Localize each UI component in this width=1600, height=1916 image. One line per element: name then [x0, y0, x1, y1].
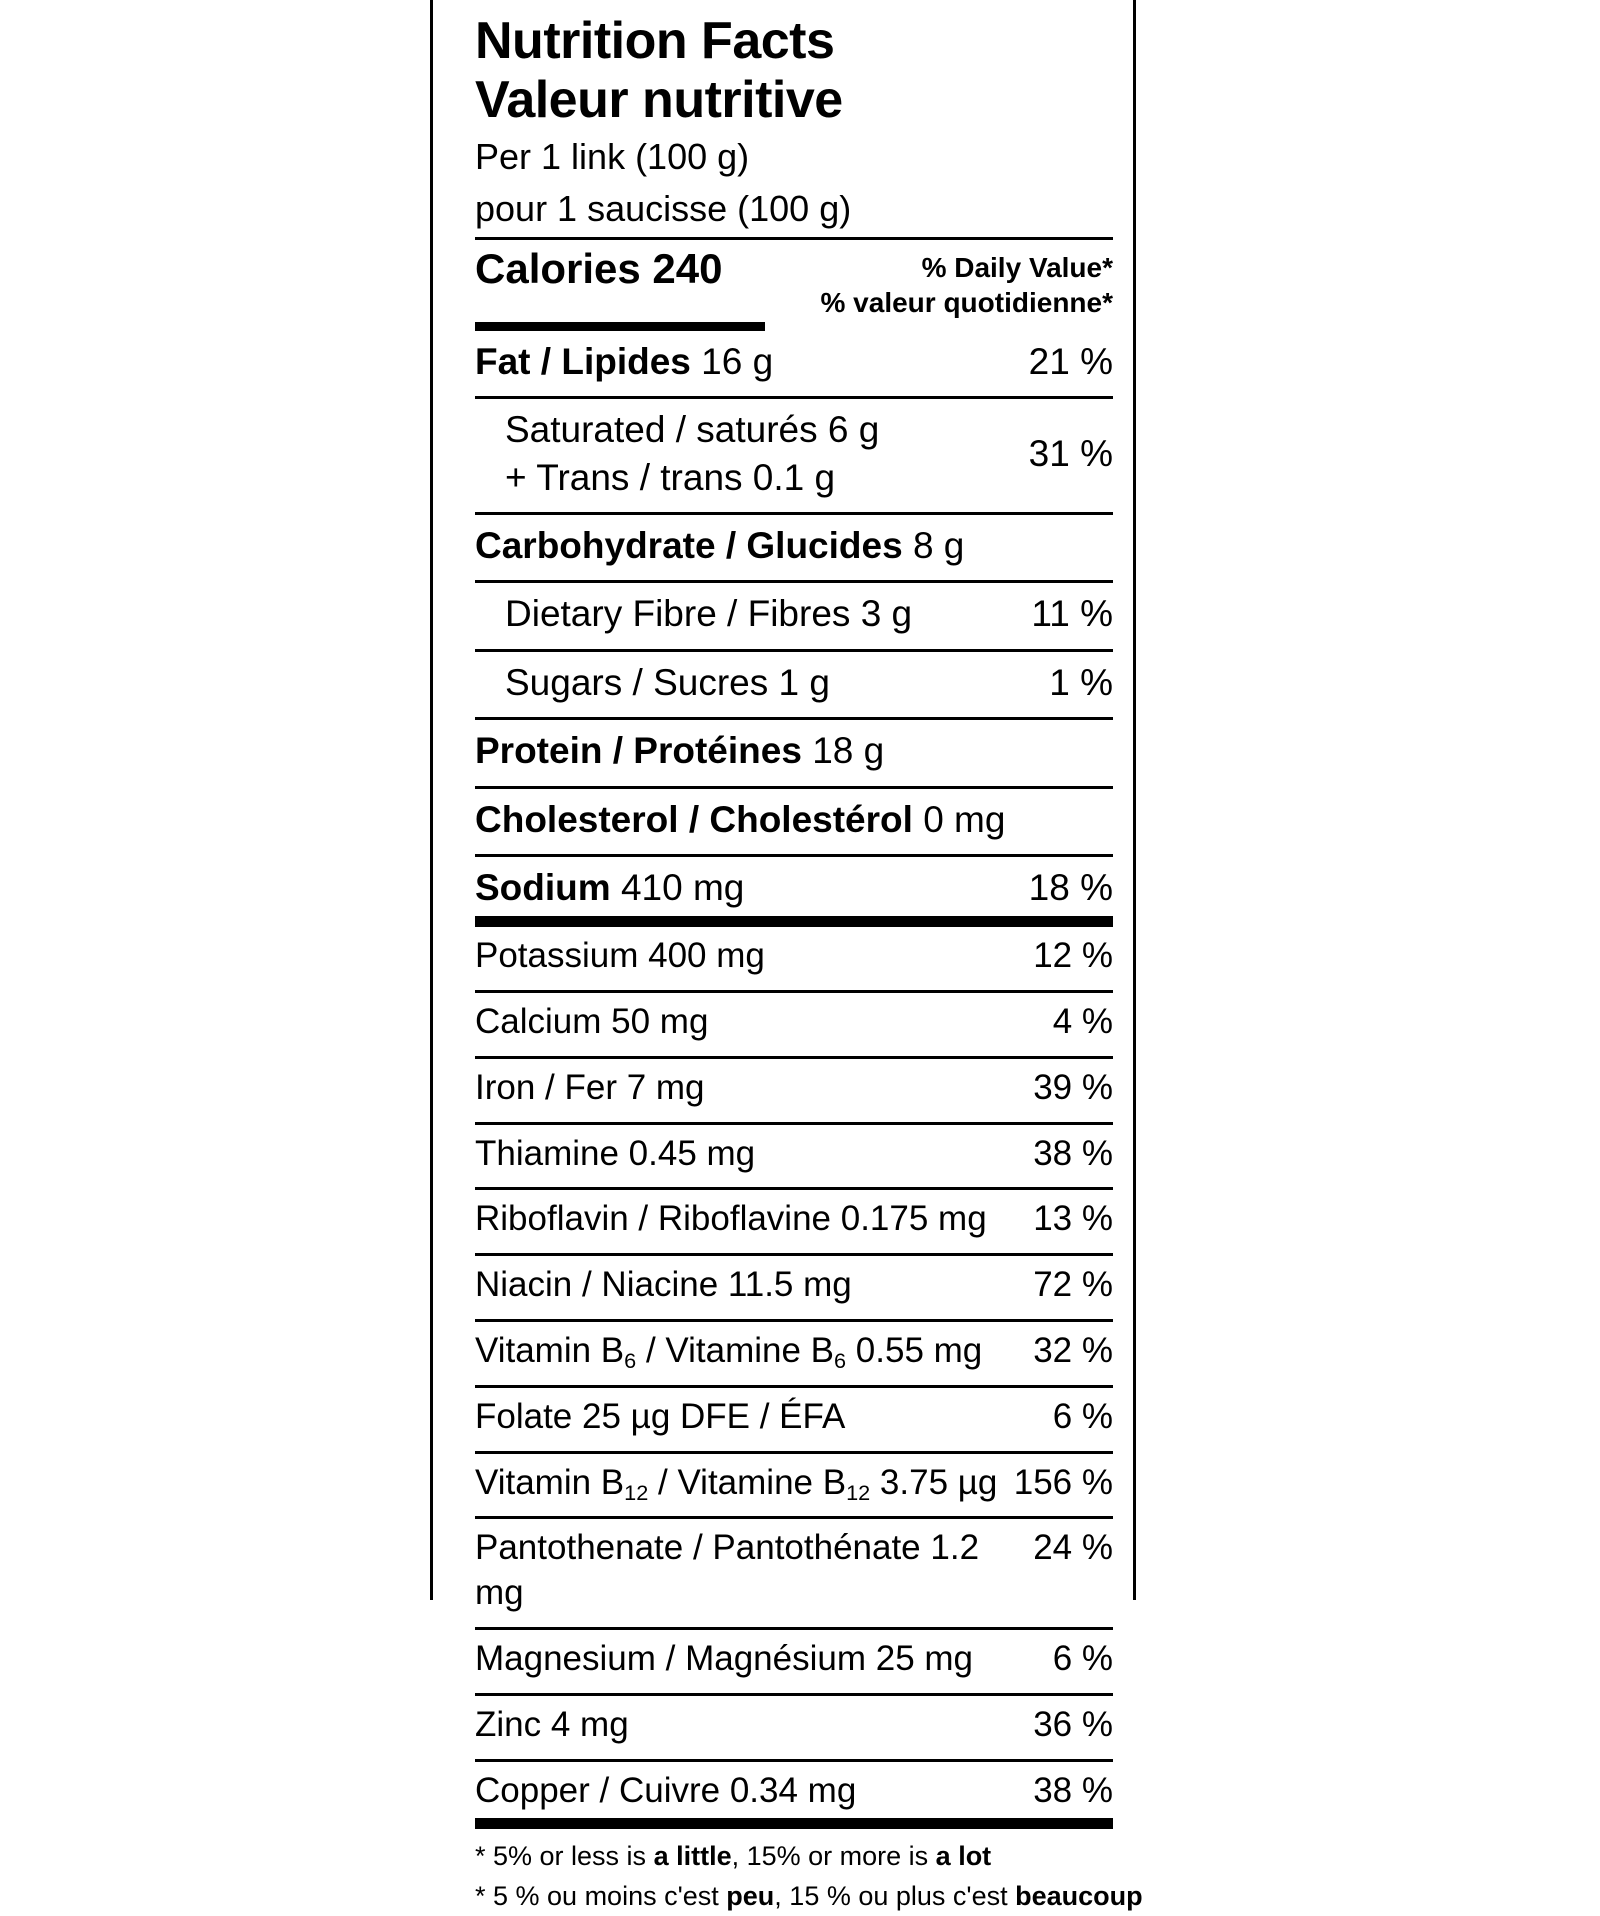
divider-serving — [475, 237, 1113, 240]
row-iron-pct: 39 % — [1033, 1067, 1113, 1107]
row-iron — [453, 1059, 1113, 1116]
vb6-sub: 6 — [624, 1348, 637, 1374]
row-vitamin-b12 — [453, 1454, 1113, 1511]
vb12-suffix: 3.75 µg — [870, 1462, 998, 1502]
row-fat-amount: 16 g — [690, 341, 774, 382]
daily-value-header-fr: % valeur quotidienne* — [820, 287, 1113, 318]
footnote-en-d: a lot — [935, 1841, 992, 1872]
row-zinc — [453, 1696, 1113, 1753]
vb6-prefix: Vitamin B — [475, 1331, 625, 1371]
row-saturated — [453, 399, 1113, 506]
row-folate-label: Folate 25 µg DFE / ÉFA — [475, 1396, 846, 1436]
row-fibre — [453, 583, 1113, 642]
row-vitamin-b6 — [453, 1322, 1113, 1379]
row-potassium-label: Potassium 400 mg — [475, 936, 765, 976]
nutrition-facts-panel — [430, 0, 1143, 1911]
row-iron-label: Iron / Fer 7 mg — [475, 1067, 705, 1107]
row-riboflavin-pct: 13 % — [1033, 1199, 1113, 1239]
row-thiamine — [453, 1125, 1113, 1182]
divider-footer-thick — [475, 1818, 1113, 1829]
row-riboflavin — [453, 1190, 1113, 1247]
row-protein-name: Protein / Protéines — [475, 730, 802, 772]
row-calcium — [453, 993, 1113, 1050]
row-cholesterol-amount: 0 mg — [912, 798, 1006, 840]
row-copper-label: Copper / Cuivre 0.34 mg — [475, 1770, 857, 1810]
row-vitamin-b12-label — [475, 1461, 1002, 1506]
vb6-suffix: 0.55 mg — [846, 1331, 983, 1371]
vb12-prefix: Vitamin B — [475, 1462, 625, 1502]
row-carbohydrate — [453, 515, 1113, 574]
row-niacin-pct: 72 % — [1033, 1265, 1113, 1305]
row-niacin — [453, 1256, 1113, 1313]
footnote-fr-d: beaucoup — [1015, 1880, 1143, 1911]
footnote-en-b: a little — [653, 1841, 732, 1872]
row-copper-pct: 38 % — [1033, 1770, 1113, 1810]
row-folate-pct: 6 % — [1052, 1396, 1113, 1436]
row-protein — [453, 720, 1113, 779]
row-carbohydrate-amount: 8 g — [902, 525, 965, 567]
row-protein-label — [475, 727, 1101, 774]
footnotes — [453, 1829, 1143, 1915]
row-pantothenate — [453, 1519, 1113, 1621]
footnote-en-c: , 15% or more is — [731, 1841, 936, 1872]
row-sodium-pct: 18 % — [1028, 866, 1113, 908]
row-saturated-line2: + Trans / trans 0.1 g — [505, 456, 836, 498]
row-zinc-label: Zinc 4 mg — [475, 1704, 629, 1744]
row-saturated-line1: Saturated / saturés 6 g — [505, 409, 880, 451]
row-calcium-label: Calcium 50 mg — [475, 1002, 709, 1042]
row-fat — [453, 331, 1113, 390]
row-pantothenate-pct: 24 % — [1033, 1528, 1113, 1568]
calories-label: Calories 240 — [475, 245, 723, 292]
row-magnesium — [453, 1630, 1113, 1687]
row-zinc-pct: 36 % — [1033, 1704, 1113, 1744]
row-carbohydrate-name: Carbohydrate / Glucides — [475, 525, 903, 567]
row-saturated-label — [475, 406, 1017, 501]
row-sodium-amount: 410 mg — [610, 866, 745, 908]
row-sugars — [453, 652, 1113, 711]
row-calcium-pct: 4 % — [1052, 1002, 1113, 1042]
serving-size-en: Per 1 link (100 g) — [475, 136, 750, 178]
row-sodium-name: Sodium — [475, 866, 611, 908]
row-thiamine-pct: 38 % — [1033, 1133, 1113, 1173]
vb12-sub2: 12 — [846, 1479, 871, 1505]
daily-value-header-en: % Daily Value* — [921, 252, 1113, 283]
row-pantothenate-label: Pantothenate / Pantothénate 1.2 mg — [475, 1528, 980, 1613]
footnote-fr-a: * 5 % ou moins c'est — [475, 1880, 727, 1911]
row-fibre-pct: 11 % — [1031, 593, 1113, 635]
row-cholesterol-name: Cholesterol / Cholestérol — [475, 798, 913, 840]
row-niacin-label: Niacin / Niacine 11.5 mg — [475, 1265, 852, 1305]
row-folate — [453, 1388, 1113, 1445]
page-title: Nutrition Facts — [475, 12, 835, 70]
calories-underline — [475, 322, 765, 331]
row-thiamine-label: Thiamine 0.45 mg — [475, 1133, 756, 1173]
row-sugars-pct: 1 % — [1049, 661, 1113, 703]
row-fat-pct: 21 % — [1028, 341, 1113, 382]
footnote-fr-c: , 15 % ou plus c'est — [774, 1880, 1016, 1911]
row-vitamin-b12-pct: 156 % — [1013, 1462, 1113, 1502]
vb12-sub: 12 — [624, 1479, 649, 1505]
vb6-sub2: 6 — [834, 1348, 847, 1374]
row-potassium-pct: 12 % — [1033, 936, 1113, 976]
row-cholesterol-label — [475, 796, 1101, 843]
row-saturated-pct: 31 % — [1028, 433, 1113, 475]
row-sodium — [453, 857, 1113, 916]
daily-value-header — [821, 246, 1114, 320]
row-magnesium-pct: 6 % — [1052, 1639, 1113, 1678]
vb6-mid: / Vitamine B — [636, 1331, 834, 1371]
row-sodium-label — [475, 864, 1017, 911]
footnote-en — [475, 1837, 1113, 1876]
page-title-fr: Valeur nutritive — [475, 70, 843, 129]
footnote-fr-b: peu — [726, 1880, 775, 1911]
row-riboflavin-label: Riboflavin / Riboflavine 0.175 mg — [475, 1199, 987, 1239]
row-magnesium-label: Magnesium / Magnésium 25 mg — [475, 1639, 973, 1678]
row-vitamin-b6-pct: 32 % — [1033, 1331, 1113, 1371]
row-potassium — [453, 927, 1113, 984]
serving-size-fr: pour 1 saucisse (100 g) — [475, 188, 852, 230]
divider-sodium-thick — [475, 916, 1113, 927]
row-fat-label — [475, 338, 1017, 385]
calories-row — [453, 246, 1113, 320]
row-carbohydrate-label — [475, 522, 1101, 569]
row-sugars-label: Sugars / Sucres 1 g — [505, 661, 830, 703]
row-protein-amount: 18 g — [801, 730, 885, 772]
footnote-en-a: * 5% or less is — [475, 1841, 654, 1872]
row-cholesterol — [453, 789, 1113, 848]
footnote-fr — [475, 1877, 1143, 1916]
row-copper — [453, 1762, 1113, 1819]
vb12-mid: / Vitamine B — [648, 1462, 847, 1502]
row-vitamin-b6-label — [475, 1329, 1021, 1374]
row-fat-name: Fat / Lipides — [475, 341, 691, 382]
row-fibre-label: Dietary Fibre / Fibres 3 g — [505, 593, 913, 635]
